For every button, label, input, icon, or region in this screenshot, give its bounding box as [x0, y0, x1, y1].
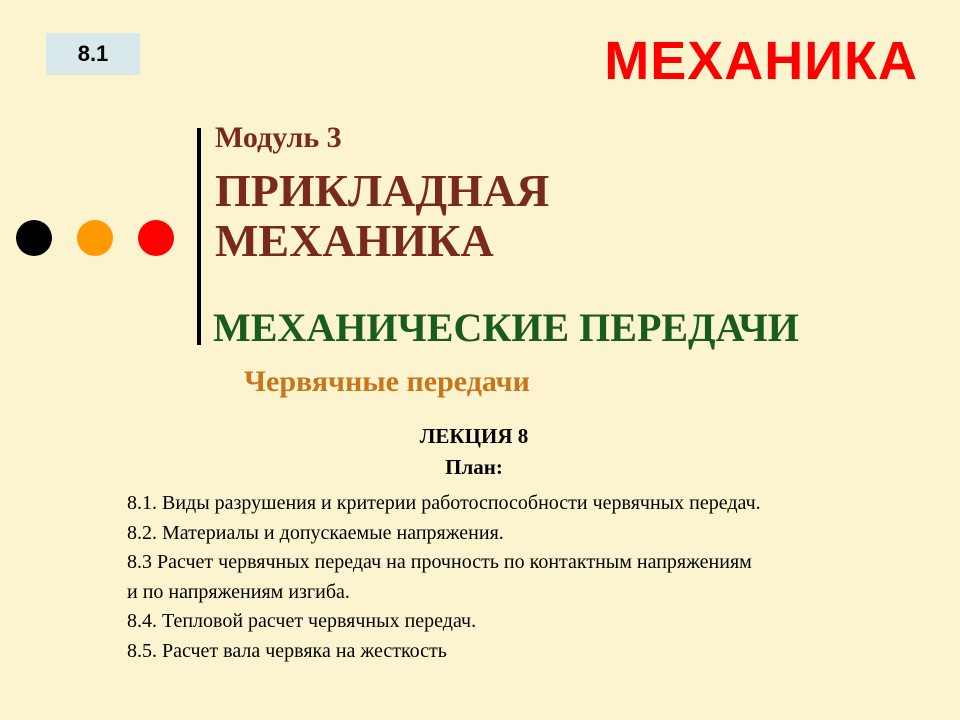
red-dot-decoration: [138, 220, 174, 256]
orange-dot-decoration: [77, 220, 113, 256]
black-dot-decoration: [16, 220, 52, 256]
plan-item: 8.1. Виды разрушения и критерии работоспособности червячных передач.: [127, 492, 761, 514]
slide-number-badge: 8.1: [46, 33, 140, 75]
plan-list: [127, 489, 927, 666]
course-title: [215, 166, 549, 266]
course-title-line-1: ПРИКЛАДНАЯ: [215, 165, 550, 216]
plan-item: 8.3 Расчет червячных передач на прочность по контактным напряжениям: [127, 551, 752, 573]
plan-item: 8.4. Тепловой расчет червячных передач.: [127, 610, 477, 632]
course-title-line-2: МЕХАНИКА: [215, 215, 494, 266]
section-title: МЕХАНИЧЕСКИЕ ПЕРЕДАЧИ: [213, 305, 799, 350]
plan-heading: План:: [445, 455, 503, 479]
plan-item: 8.2. Материалы и допускаемые напряжения.: [127, 521, 504, 544]
plan-item: 8.5. Расчет вала червяка на жесткость: [127, 639, 447, 662]
vertical-divider: [197, 128, 201, 345]
module-label: Модуль 3: [215, 121, 342, 154]
plan-item: и по напряжениям изгиба.: [127, 580, 350, 603]
subsection-title: Червячные передачи: [244, 365, 530, 398]
lecture-number: ЛЕКЦИЯ 8: [419, 424, 529, 448]
slide-title: МЕХАНИКА: [604, 31, 918, 91]
